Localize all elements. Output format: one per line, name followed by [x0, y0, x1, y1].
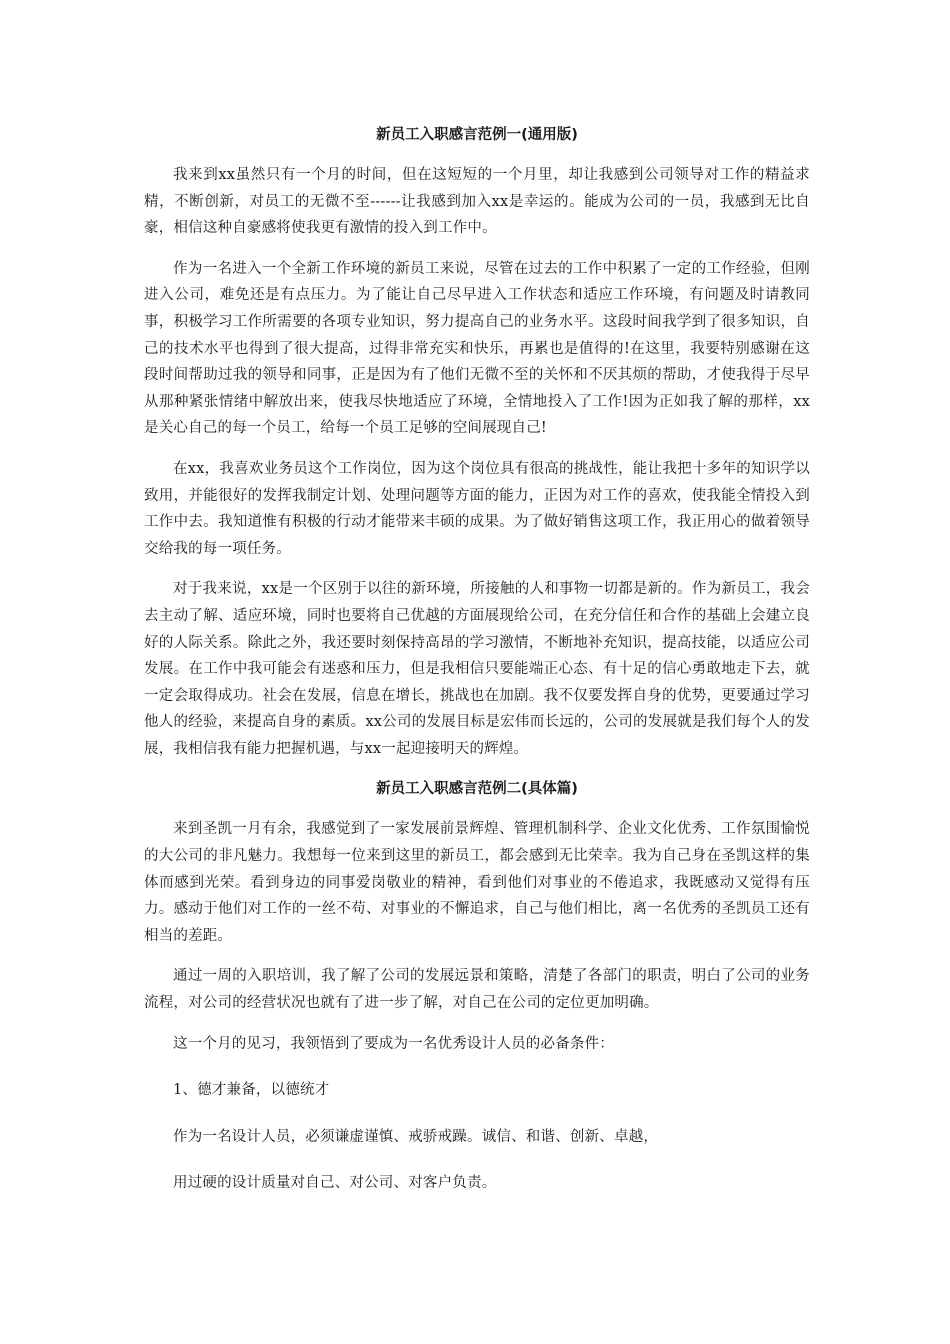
section1-paragraph-3: 在xx，我喜欢业务员这个工作岗位，因为这个岗位具有很高的挑战性，能让我把十多年的知识学以致用，并能很好的发挥我制定计划、处理问题等方面的能力，正因为对工作的喜欢，使我能全情投入到工作中去。我知道惟有积极的行动才能带来丰硕的成果。为了做好销售这项工作，我正用心的做着领导交给我的每一项任务。 — [144, 460, 810, 557]
section2-title: 新员工入职感言范例二(具体篇) — [376, 781, 578, 798]
section1-paragraph-1: 我来到xx虽然只有一个月的时间，但在这短短的一个月里，却让我感到公司领导对工作的精益求精，不断创新，对员工的无微不至------让我感到加入xx是幸运的。能成为公司的一员，我感到无比自豪，相信这种自豪感将使我更有激情的投入到工作中。 — [144, 167, 810, 237]
section2-paragraph-2: 通过一周的入职培训，我了解了公司的发展远景和策略，清楚了各部门的职责，明白了公司的业务流程，对公司的经营状况也就有了进一步了解，对自己在公司的定位更加明确。 — [144, 968, 810, 1012]
section2-list-item-1: 1、德才兼备，以德统才 — [173, 1082, 330, 1099]
document-page — [144, 122, 810, 1217]
section2-paragraph-5: 用过硬的设计质量对自己、对公司、对客户负责。 — [173, 1175, 497, 1192]
section2-paragraph-1: 来到圣凯一月有余，我感觉到了一家发展前景辉煌、管理机制科学、企业文化优秀、工作氛围愉悦的大公司的非凡魅力。我想每一位来到这里的新员工，都会感到无比荣幸。我为自己身在圣凯这样的集体而感到光荣。看到身边的同事爱岗敬业的精神，看到他们对事业的不倦追求，我既感动又觉得有压力。感动于他们对工作的一丝不苟、对事业的不懈追求，自己与他们相比，离一名优秀的圣凯员工还有相当的差距。 — [144, 821, 810, 944]
section1-paragraph-4: 对于我来说，xx是一个区别于以往的新环境，所接触的人和事物一切都是新的。作为新员工，我会去主动了解、适应环境，同时也要将自己优越的方面展现给公司，在充分信任和合作的基础上会建立良好的人际关系。除此之外，我还要时刻保持高昂的学习激情，不断地补充知识，提高技能，以适应公司发展。在工作中我可能会有迷惑和压力，但是我相信只要能端正心态、有十足的信心勇敢地走下去，就一定会取得成功。社会在发展，信息在增长，挑战也在加剧。我不仅要发挥自身的优势，更要通过学习他人的经验，来提高自身的素质。xx公司的发展目标是宏伟而长远的，公司的发展就是我们每个人的发展，我相信我有能力把握机遇，与xx一起迎接明天的辉煌。 — [144, 581, 810, 757]
section1-title: 新员工入职感言范例一(通用版) — [376, 127, 578, 143]
section2-paragraph-4: 作为一名设计人员，必须谦虚谨慎、戒骄戒躁。诚信、和谐、创新、卓越， — [173, 1128, 659, 1145]
section2-paragraph-3: 这一个月的见习，我领悟到了要成为一名优秀设计人员的必备条件： — [173, 1035, 614, 1052]
section1-paragraph-2: 作为一名进入一个全新工作环境的新员工来说，尽管在过去的工作中积累了一定的工作经验，但刚进入公司，难免还是有点压力。为了能让自己尽早进入工作状态和适应工作环境，有问题及时请教同事，积极学习工作所需要的各项专业知识，努力提高自己的业务水平。这段时间我学到了很多知识，自己的技术水平也得到了很大提高，过得非常充实和快乐，再累也是值得的!在这里，我要特别感谢在这段时间帮助过我的领导和同事，正是因为有了他们无微不至的关怀和不厌其烦的帮助，才使我得于尽早从那种紧张情绪中解放出来，使我尽快地适应了环境，全情地投入了工作!因为正如我了解的那样，xx是关心自己的每一个员工，给每一个员工足够的空间展现自己! — [144, 260, 810, 437]
